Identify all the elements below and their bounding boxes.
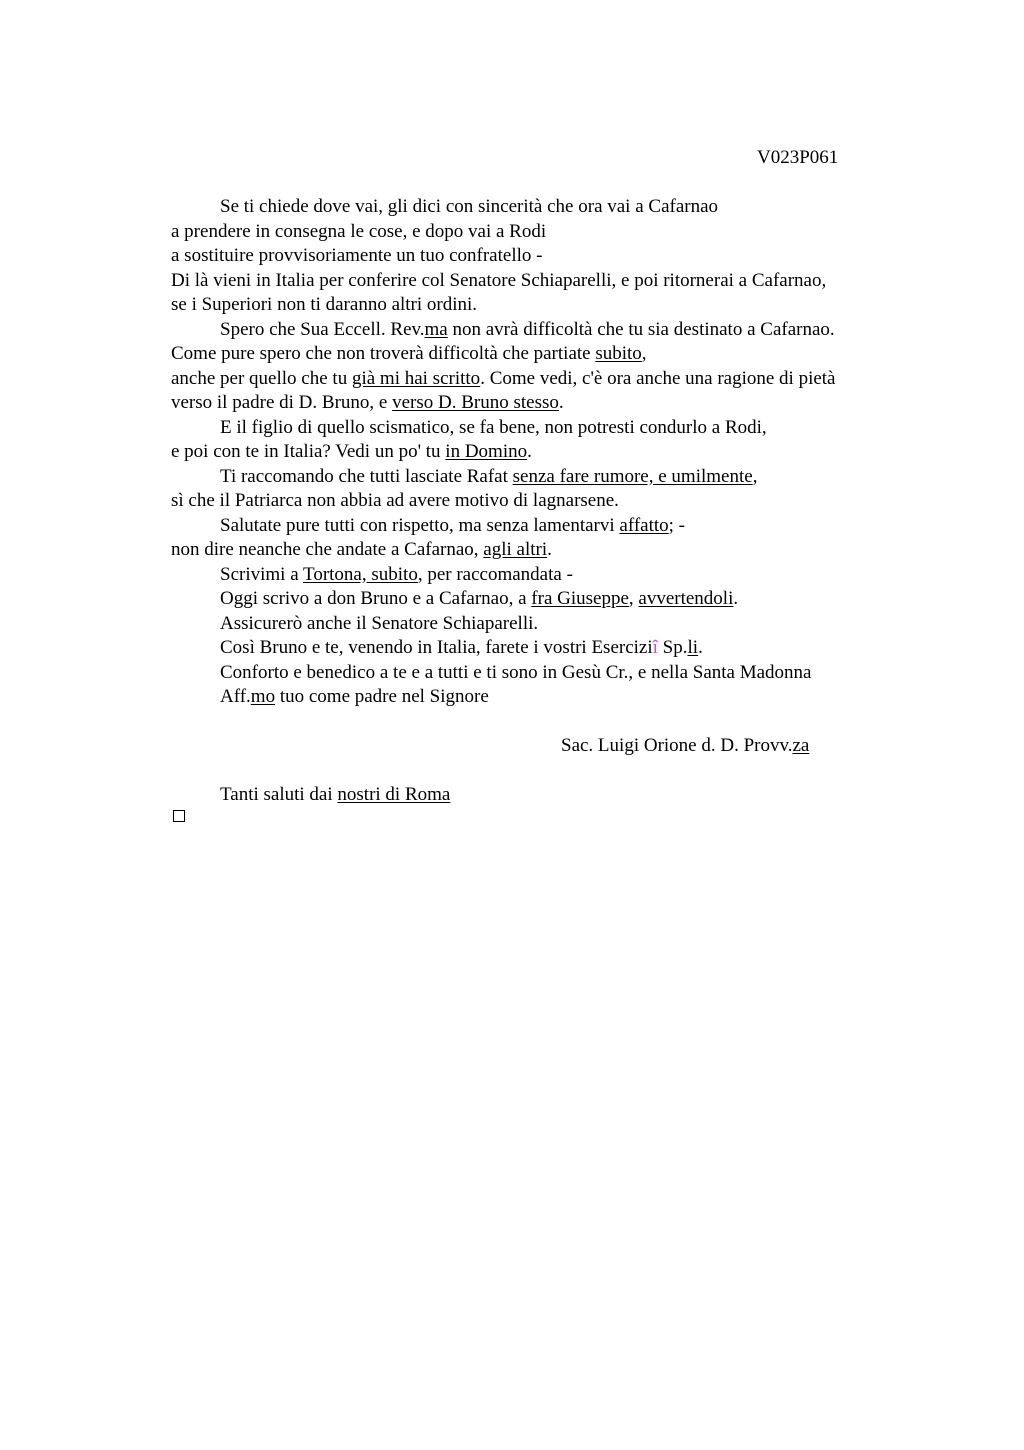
letter-line: Ti raccomando che tutti lasciate Rafat senza fare rumore, e umilmente, <box>220 465 758 487</box>
letter-line: Salutate pure tutti con rispetto, ma senza lamentarvi affatto; - <box>220 514 686 536</box>
letter-line: Come pure spero che non troverà difficoltà che partiate subito, <box>171 343 647 364</box>
letter-line: a sostituire provvisoriamente un tuo confratello - <box>171 245 543 266</box>
underlined-text: affatto <box>619 514 669 536</box>
blank-line <box>171 710 931 735</box>
underlined-text: in Domino <box>445 441 528 462</box>
blank-line <box>171 759 931 784</box>
letter-line: a prendere in consegna le cose, e dopo vai a Rodi <box>171 220 547 242</box>
letter-line: Spero che Sua Eccell. Rev.ma non avrà difficoltà che tu sia destinato a Cafarnao. <box>220 318 835 340</box>
underlined-text: ma <box>424 318 448 340</box>
letter-line: e poi con te in Italia? Vedi un po' tu in Domino. <box>171 441 532 462</box>
letter-line: Così Bruno e te, venendo in Italia, farete i vostri Eserciziî Sp.li. <box>220 637 703 658</box>
underlined-text: senza fare rumore, e umilmente <box>512 465 753 487</box>
letter-line: verso il padre di D. Bruno, e verso D. Bruno stesso. <box>171 392 564 413</box>
underlined-text: nostri di Roma <box>337 784 451 805</box>
letter-line: Assicurerò anche il Senatore Schiaparelli. <box>220 612 539 634</box>
underlined-text: avvertendoli <box>638 588 734 609</box>
letter-line: Conforto e benedico a te e a tutti e ti sono in Gesù Cr., e nella Santa Madonna <box>220 661 812 683</box>
letter-line: non dire neanche che andate a Cafarnao, agli altri. <box>171 539 552 560</box>
letter-line: Scrivimi a Tortona, subito, per raccomandata - <box>220 563 573 585</box>
underlined-text: mo <box>250 686 276 707</box>
checkbox-square-icon <box>173 810 185 822</box>
underlined-text: za <box>792 735 810 756</box>
letter-body <box>171 195 931 808</box>
letter-line: E il figlio di quello scismatico, se fa bene, non potresti condurlo a Rodi, <box>220 416 767 438</box>
underlined-text: fra Giuseppe <box>531 588 629 609</box>
letter-line: anche per quello che tu già mi hai scritto. Come vedi, c'è ora anche una ragione di pietà <box>171 367 836 389</box>
postscript: Tanti saluti dai nostri di Roma <box>220 784 451 805</box>
underlined-text: verso D. Bruno stesso <box>392 392 559 413</box>
signature: Sac. Luigi Orione d. D. Provv.za <box>561 735 810 756</box>
accent-mark: î <box>652 637 658 658</box>
underlined-text: li <box>687 637 699 658</box>
letter-line: sì che il Patriarca non abbia ad avere motivo di lagnarsene. <box>171 490 619 511</box>
letter-line: Di là vieni in Italia per conferire col Senatore Schiaparelli, e poi ritornerai a Cafarnao, <box>171 269 827 291</box>
underlined-text: agli altri <box>483 539 548 560</box>
closing-line: Aff.mo tuo come padre nel Signore <box>220 686 489 707</box>
letter-line: se i Superiori non ti daranno altri ordini. <box>171 294 478 315</box>
letter-line: Se ti chiede dove vai, gli dici con sincerità che ora vai a Cafarnao <box>220 196 719 217</box>
underlined-text: già mi hai scritto <box>351 367 481 389</box>
underlined-text: Tortona, subito <box>303 563 418 585</box>
letter-line: Oggi scrivo a don Bruno e a Cafarnao, a fra Giuseppe, avvertendoli. <box>220 588 739 609</box>
reference-code: V023P061 <box>757 147 839 168</box>
underlined-text: subito <box>595 343 642 364</box>
